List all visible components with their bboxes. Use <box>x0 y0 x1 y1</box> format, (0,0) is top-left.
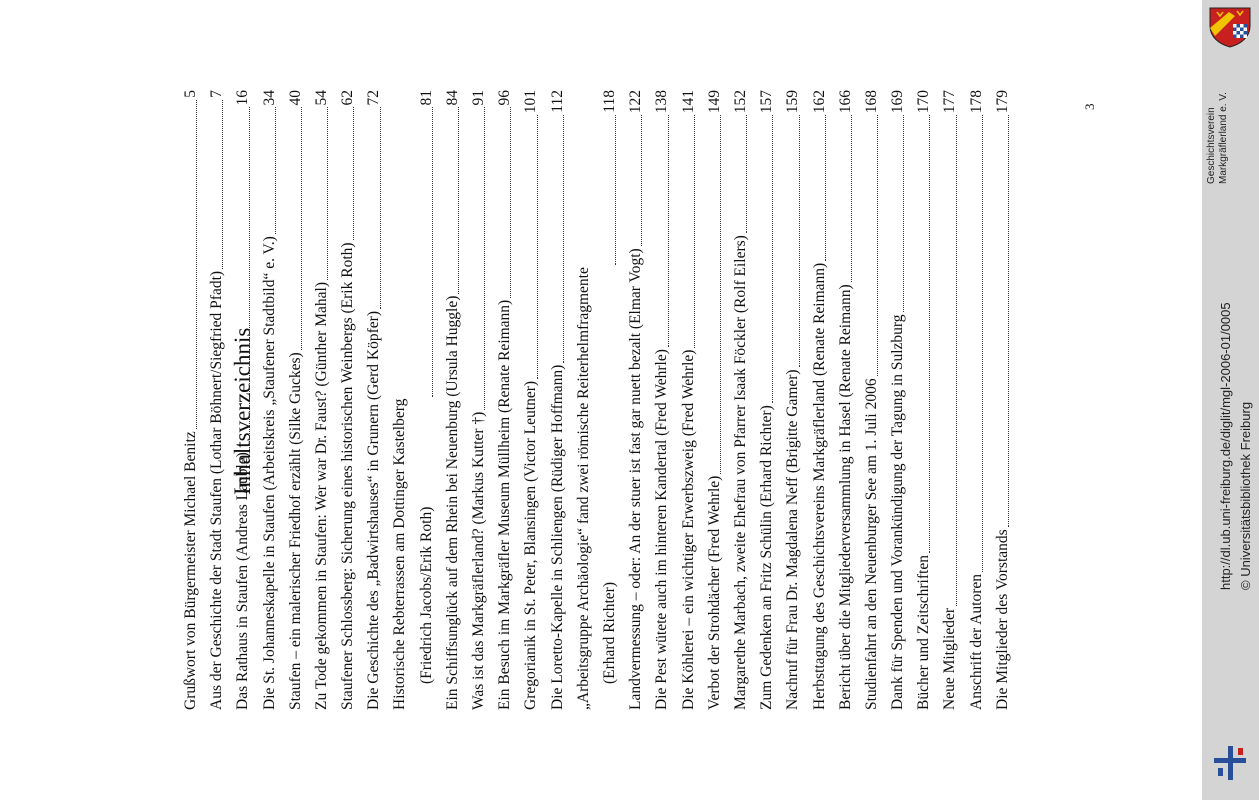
toc-entry-title: Studienfahrt an den Neuenburger See am 1. Juli 2006 <box>862 378 880 710</box>
toc-entry-title: Die Geschichte des „Badwirtshauses“ in Grunern (Gerd Köpfer) <box>365 311 383 710</box>
toc-leader-dots <box>353 108 354 241</box>
toc-entry <box>178 90 204 710</box>
toc-entry-page: 178 <box>967 90 985 114</box>
toc-entry-page: 162 <box>810 90 828 114</box>
toc-entry-page: 96 <box>496 90 514 106</box>
toc-entry <box>335 90 361 710</box>
toc-entry <box>518 90 544 710</box>
toc-leader-dots <box>641 115 642 246</box>
toc-leader-dots <box>510 108 511 298</box>
toc-entry <box>885 90 911 710</box>
toc-entry-page: 101 <box>522 90 540 114</box>
toc-leader-dots <box>694 115 695 347</box>
toc-title: Inhaltsverzeichnis <box>230 327 255 495</box>
toc-entry-page: 7 <box>208 90 226 98</box>
toc-leader-dots <box>275 108 276 235</box>
toc-leader-dots <box>196 100 197 430</box>
toc-entry-title: Die Loretto-Kapelle in Schliengen (Rüdiger Hoffmann) <box>548 364 566 710</box>
toc-entry <box>754 90 780 710</box>
toc-entry-page: 112 <box>548 90 566 113</box>
source-url-link[interactable]: http://dl.ub.uni-freiburg.de/diglit/mgl-2006-01/0005 <box>1218 302 1233 590</box>
toc-entry-page: 40 <box>286 90 304 106</box>
toc-leader-dots <box>1008 115 1009 527</box>
toc-entry-page: 141 <box>679 90 697 114</box>
society-name-line1: Geschichtsverein <box>1206 107 1217 184</box>
toc-entry-page: 179 <box>993 90 1011 114</box>
toc-entry-title: Historische Rebterrassen am Dottinger Kastelberg (Friedrich Jacobs/Erik Roth) <box>387 399 439 710</box>
toc-entry-title: Bericht über die Mitgliederversammlung in Hasel (Renate Reimann) <box>836 284 854 710</box>
toc-entry <box>257 90 283 710</box>
toc-entry-page: 159 <box>784 90 802 114</box>
toc-leader-dots <box>851 115 852 282</box>
toc-list <box>178 90 1016 710</box>
society-name-line2: Markgräflerland e. V. <box>1218 92 1229 184</box>
toc-entry-title: Staufener Schlossberg: Sicherung eines historischen Weinbergs (Erik Roth) <box>339 242 357 710</box>
toc-entry-page: 170 <box>915 90 933 114</box>
toc-leader-dots <box>327 108 328 281</box>
toc-entry-page: 138 <box>653 90 671 114</box>
copyright-notice: © Universitätsbibliothek Freiburg <box>1238 401 1253 590</box>
toc-entry <box>623 90 649 710</box>
toc-entry <box>859 90 885 710</box>
toc-entry-title: Staufen – ein malerischer Friedhof erzählt (Silke Guckes) <box>286 352 304 710</box>
toc-leader-dots <box>249 108 250 451</box>
toc-entry-title: Herbsttagung des Geschichtsvereins Markgräflerland (Renate Reimann) <box>810 262 828 710</box>
toc-entry-title: Ein Schiffsunglück auf dem Rhein bei Neuenburg (Ursula Huggle) <box>443 295 461 710</box>
toc-entry-page: 54 <box>312 90 330 106</box>
toc-entry-page: 152 <box>731 90 749 114</box>
toc-entry-title: Gregorianik in St. Peter, Blansingen (Victor Leutner) <box>522 380 540 710</box>
toc-entry <box>990 90 1016 710</box>
toc-entry-title: Was ist das Markgräflerland? (Markus Kutter †) <box>470 411 488 710</box>
toc-leader-dots <box>563 115 564 363</box>
toc-entry-title: Neue Mitglieder <box>941 607 959 710</box>
toc-entry <box>833 90 859 710</box>
toc-entry-page: 34 <box>260 90 278 106</box>
toc-entry-page: 81 <box>417 90 435 106</box>
toc-leader-dots <box>720 115 721 473</box>
toc-entry <box>807 90 833 710</box>
toc-leader-dots <box>825 115 826 261</box>
toc-entry <box>492 90 518 710</box>
toc-entry <box>649 90 675 710</box>
toc-leader-dots <box>432 108 433 397</box>
toc-entry <box>545 90 571 710</box>
toc-entry-title: Ein Besuch im Markgräfler Museum Müllheim (Renate Reimann) <box>496 299 514 710</box>
toc-leader-dots <box>746 115 747 233</box>
toc-entry-title: Nachruf für Frau Dr. Magdalena Neff (Brigitte Gamer) <box>784 369 802 710</box>
toc-entry-page: 122 <box>627 90 645 114</box>
toc-entry-page: 168 <box>862 90 880 114</box>
toc-leader-dots <box>956 115 957 606</box>
toc-leader-dots <box>458 108 459 294</box>
toc-entry <box>309 90 335 710</box>
toc-entry-title: Das Rathaus in Staufen (Andreas Lauble) <box>234 452 252 710</box>
toc-entry-title-continuation: (Erhard Richter) <box>601 582 619 684</box>
toc-leader-dots <box>380 108 381 310</box>
toc-leader-dots <box>877 115 878 376</box>
toc-entry <box>204 90 230 710</box>
toc-entry-title: Zu Tode gekommen in Staufen: Wer war Dr. Faust? (Günther Mahal) <box>312 282 330 710</box>
page-number: 3 <box>1082 103 1097 110</box>
toc-leader-dots <box>615 115 616 265</box>
toc-leader-dots <box>903 115 904 312</box>
toc-entry <box>964 90 990 710</box>
toc-entry-title: Verbot der Strohdächer (Fred Wehrle) <box>705 475 723 710</box>
toc-entry-page: 177 <box>941 90 959 114</box>
toc-entry-title: Die Pest wütete auch im hinteren Kandertal (Fred Wehrle) <box>653 349 671 710</box>
ub-freiburg-logo-icon[interactable] <box>1210 742 1250 784</box>
toc-entry-title: Zum Gedenken an Fritz Schülin (Erhard Richter) <box>758 405 776 710</box>
toc-entry <box>728 90 754 710</box>
toc-entry <box>937 90 963 710</box>
toc-entry-title: Margarethe Marbach, zweite Ehefrau von Pfarrer Isaak Föckler (Rolf Eilers) <box>731 235 749 710</box>
toc-entry-page: 16 <box>234 90 252 106</box>
toc-entry-page: 157 <box>758 90 776 114</box>
toc-entry <box>440 90 466 710</box>
toc-entry-page: 118 <box>601 90 619 113</box>
toc-entry <box>702 90 728 710</box>
toc-entry-page: 149 <box>705 90 723 114</box>
toc-entry <box>230 90 256 710</box>
toc-entry-title: Die Köhlerei – ein wichtiger Erwerbszweig (Fred Wehrle) <box>679 349 697 710</box>
toc-entry-page: 91 <box>470 90 488 106</box>
toc-leader-dots <box>301 108 302 351</box>
toc-entry <box>361 90 387 710</box>
toc-entry-title: Dank für Spenden und Vorankündigung der Tagung in Sulzburg <box>889 314 907 710</box>
toc-entry <box>466 90 492 710</box>
viewer-sidebar <box>1202 0 1259 800</box>
toc-entry-title: „Arbeitsgruppe Archäologie“ fand zwei römische Reiterhelmfragmente (Erhard Richter) <box>571 267 623 710</box>
toc-entry <box>283 90 309 710</box>
toc-leader-dots <box>799 115 800 367</box>
toc-entry-title: Aus der Geschichte der Stadt Staufen (Lothar Böhnert/Siegfried Pfadt) <box>208 270 226 710</box>
toc-entry-title: Die St. Johanneskapelle in Staufen (Arbeitskreis „Staufener Stadtbild“ e. V.) <box>260 236 278 710</box>
toc-leader-dots <box>537 115 538 379</box>
toc-leader-dots <box>668 115 669 347</box>
toc-entry-title: Die Mitglieder des Vorstands <box>993 529 1011 710</box>
toc-entry-title: Bücher und Zeitschriften <box>915 555 933 710</box>
toc-entry <box>571 90 623 710</box>
toc-entry-page: 62 <box>339 90 357 106</box>
toc-entry-title-continuation: (Friedrich Jacobs/Erik Roth) <box>417 506 435 684</box>
toc-entry <box>780 90 806 710</box>
toc-entry <box>911 90 937 710</box>
toc-leader-dots <box>772 115 773 403</box>
toc-leader-dots <box>222 100 223 269</box>
toc-entry-page: 166 <box>836 90 854 114</box>
toc-leader-dots <box>484 108 485 410</box>
toc-entry-title: Anschrift der Autoren <box>967 573 985 710</box>
toc-entry-title: Grußwort von Bürgermeister Michael Benitz <box>181 431 199 710</box>
toc-entry-title: Landvermessung – oder: An der stuer ist fast gar nuett bezalt (Elmar Vogt) <box>627 248 645 710</box>
toc-leader-dots <box>929 115 930 553</box>
toc-entry <box>676 90 702 710</box>
toc-leader-dots <box>982 115 983 572</box>
toc-entry-page: 72 <box>365 90 383 106</box>
toc-entry-page: 5 <box>181 90 199 98</box>
toc-entry <box>388 90 440 710</box>
coat-of-arms-icon <box>1207 6 1253 48</box>
toc-entry-page: 169 <box>889 90 907 114</box>
toc-entry-page: 84 <box>443 90 461 106</box>
